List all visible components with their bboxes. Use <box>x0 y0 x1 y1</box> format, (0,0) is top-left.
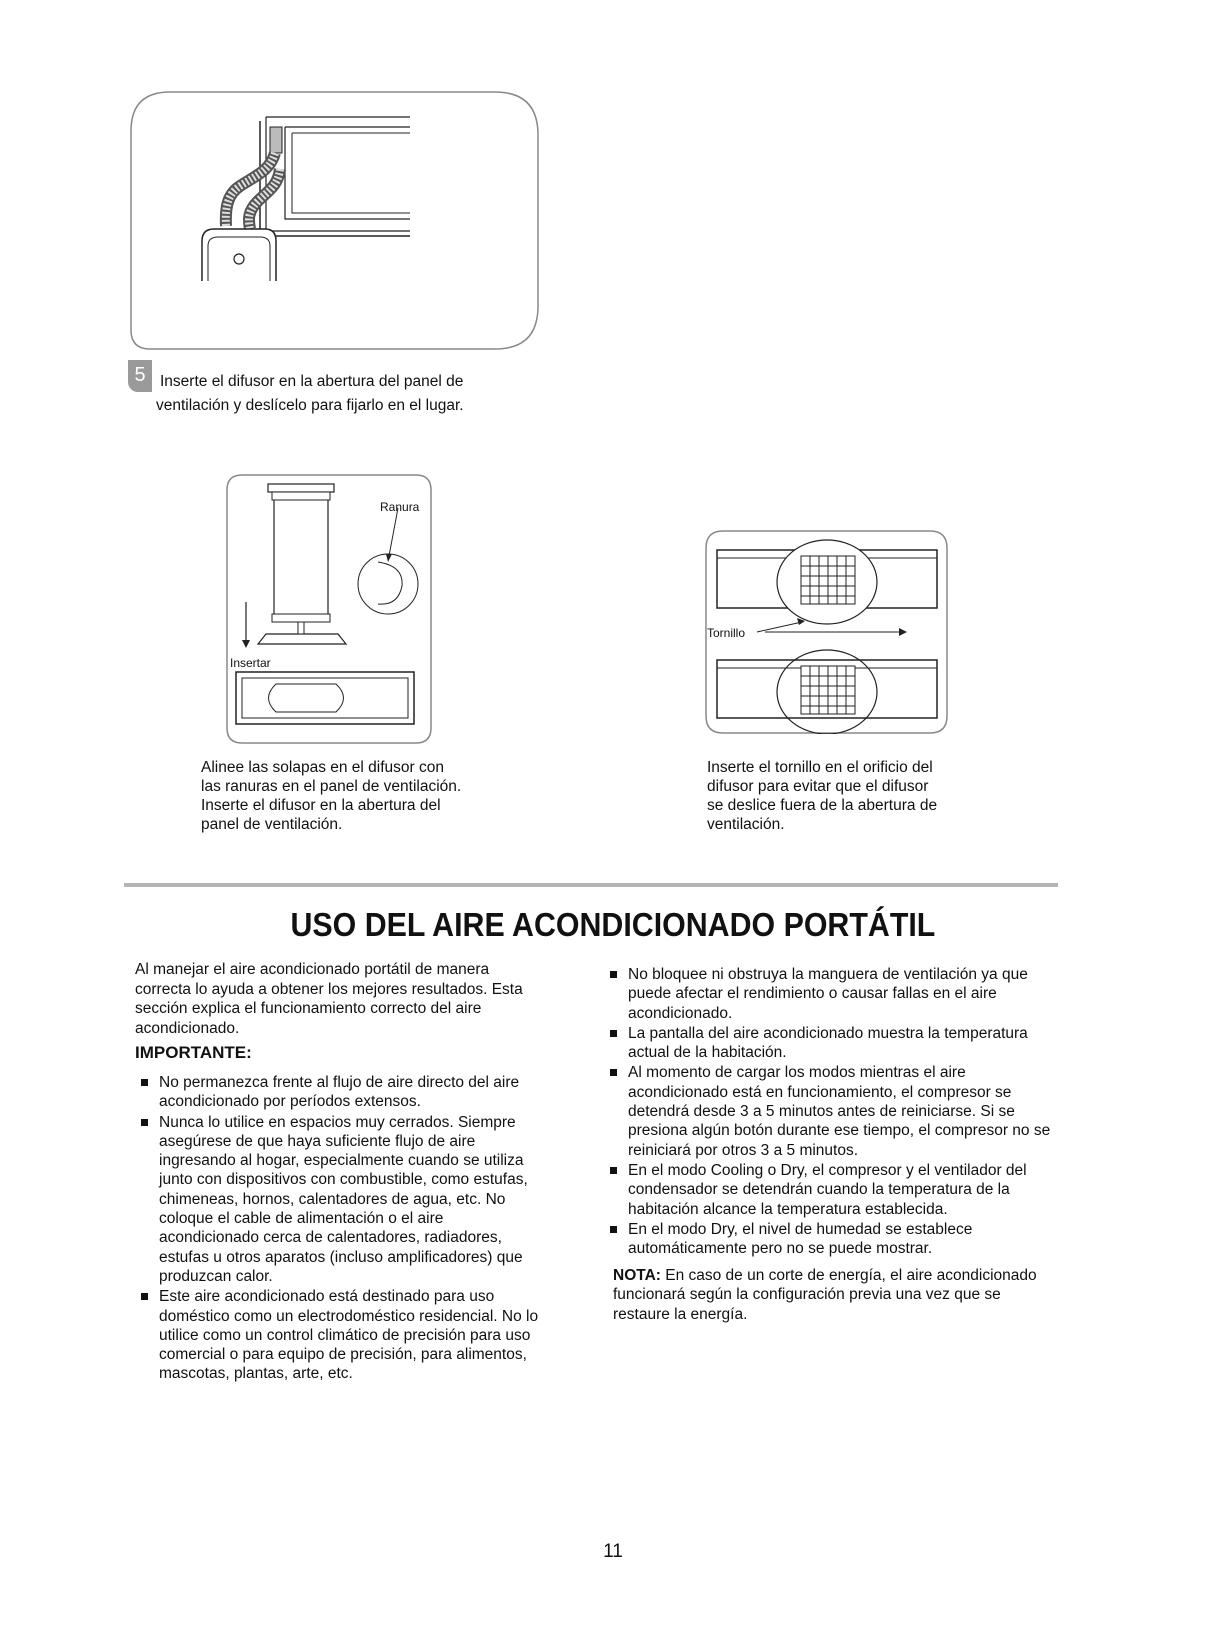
bullet-square-icon <box>610 1226 617 1233</box>
bullet-square-icon <box>141 1119 148 1126</box>
list-item: En el modo Cooling o Dry, el compresor y el ventilador del condensador se detendrán cuando la temperatura de la habitación alcance la temperatura establecida. <box>604 1161 1058 1219</box>
bullet-square-icon <box>610 1069 617 1076</box>
section-divider <box>124 883 1058 887</box>
left-figure-caption: Alinee las solapas en el difusor con las ranuras en el panel de ventilación. Inserte el difusor en la abertura del panel de ventilación. <box>201 759 462 833</box>
insert-label: Insertar <box>230 656 271 670</box>
list-item: En el modo Dry, el nivel de humedad se establece automáticamente pero no se puede mostrar. <box>604 1220 1058 1259</box>
diffuser-diagram <box>226 474 432 744</box>
step-number-badge: 5 <box>128 360 152 392</box>
step-5-figure <box>130 91 539 351</box>
right-figure-caption: Inserte el tornillo en el orificio del difusor para evitar que el difusor se deslice fuera de la abertura de ventilación. <box>707 759 938 833</box>
note-paragraph <box>613 1266 1043 1324</box>
bullet-square-icon <box>141 1079 148 1086</box>
step-caption-line1: Inserte el difusor en la abertura del panel de <box>160 373 464 390</box>
step-caption-line2: ventilación y deslícelo para fijarlo en el lugar. <box>156 397 464 414</box>
list-item: No bloquee ni obstruya la manguera de ventilación ya que puede afectar el rendimiento o causar fallas en el aire acondicionado. <box>604 965 1058 1023</box>
bullet-square-icon <box>610 1167 617 1174</box>
operation-notes-list <box>604 965 1058 1259</box>
list-item: La pantalla del aire acondicionado muestra la temperatura actual de la habitación. <box>604 1024 1058 1063</box>
note-label: NOTA: <box>613 1267 661 1284</box>
list-item: Nunca lo utilice en espacios muy cerrados. Siempre asegúrese de que haya suficiente flujo de aire ingresando al hogar, especialmente cuando se utiliza junto con dispositivos con combustible, como estufas, chimeneas, hornos, calentadores de agua, etc. No coloque el cable de alimentación o el aire acondicionado cerca de calentadores, radiadores, estufas u otros aparatos (incluso amplificadores) que produzcan calor. <box>135 1113 545 1287</box>
screw-figure <box>705 530 948 734</box>
screw-label: Tornillo <box>707 626 746 640</box>
intro-paragraph: Al manejar el aire acondicionado portátil de manera correcta lo ayuda a obtener los mejores resultados. Esta sección explica el funcionamiento correcto del aire acondicionado. <box>135 961 523 1037</box>
important-heading: IMPORTANTE: <box>135 1043 252 1062</box>
note-text: En caso de un corte de energía, el aire acondicionado funcionará según la configuración previa una vez que se restaure la energía. <box>613 1267 1037 1323</box>
list-item: Este aire acondicionado está destinado para uso doméstico como un electrodoméstico residencial. No lo utilice como un control climático de precisión para uso comercial o para equipo de precisión, para alimentos, mascotas, plantas, arte, etc. <box>135 1287 545 1383</box>
bullet-square-icon <box>610 971 617 978</box>
bullet-square-icon <box>141 1293 148 1300</box>
window-vent-illustration <box>130 91 539 351</box>
slot-label: Ranura <box>380 500 420 514</box>
section-title: USO DEL AIRE ACONDICIONADO PORTÁTIL <box>290 906 936 943</box>
bullet-square-icon <box>610 1030 617 1037</box>
important-list <box>135 1073 545 1385</box>
diffuser-alignment-figure <box>226 474 432 744</box>
list-item: No permanezca frente al flujo de aire directo del aire acondicionado por períodos extensos. <box>135 1073 545 1112</box>
list-item: Al momento de cargar los modos mientras el aire acondicionado está en funcionamiento, el compresor se detendrá desde 3 a 5 minutos antes de reiniciarse. Si se presiona algún botón durante ese tiempo, el compresor no se reiniciará por otros 3 a 5 minutos. <box>604 1063 1058 1159</box>
page-number: 11 <box>603 1541 623 1562</box>
